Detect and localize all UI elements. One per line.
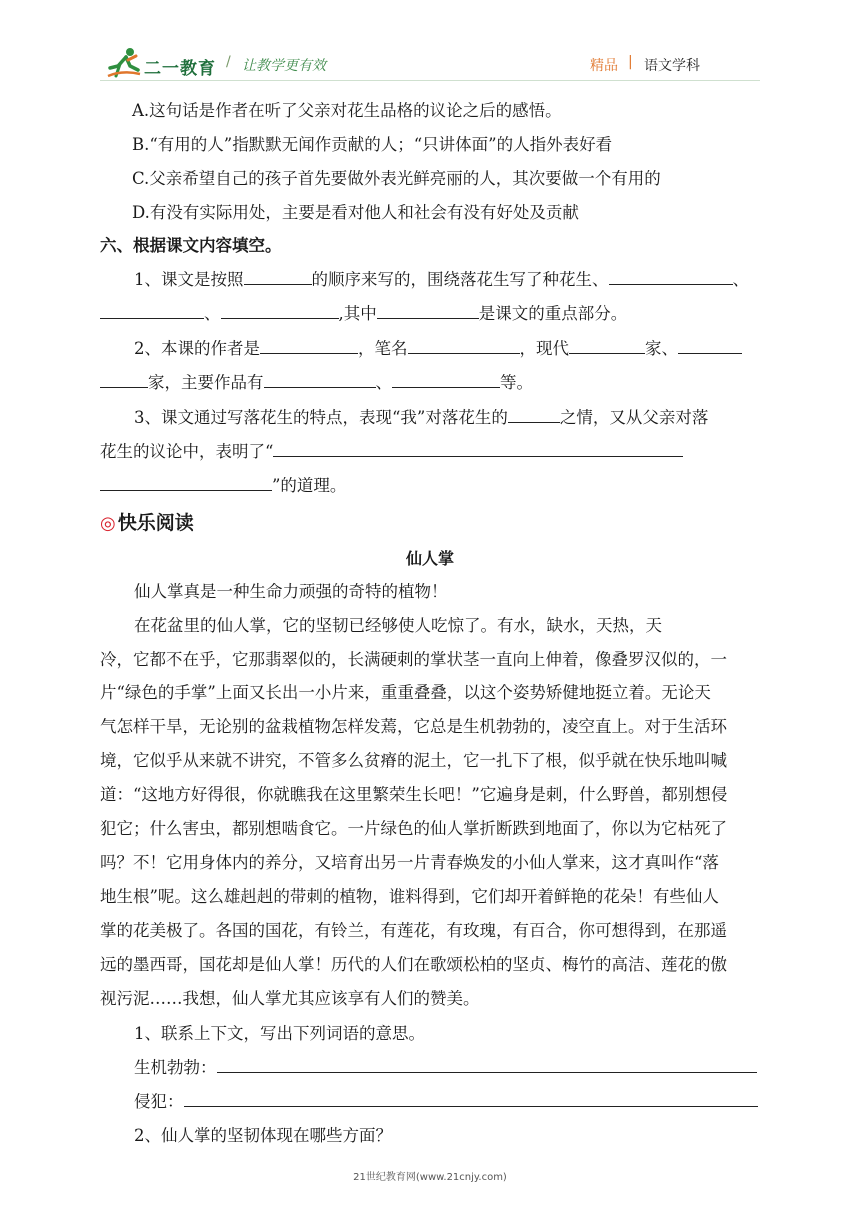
- q2-text-f: 、: [375, 373, 392, 392]
- page-footer: 21世纪教育网(www.21cnjy.com): [353, 1172, 507, 1183]
- option-d: D.有没有实际用处，主要是看对他人和社会有没有好处及贡献: [132, 203, 579, 222]
- passage-line: 犯它；什么害虫，都别想啮食它。一片绿色的仙人掌折断跌到地面了，你以为它枯死了: [100, 819, 727, 838]
- q2-blank-4[interactable]: [678, 339, 742, 354]
- q2-blank-7[interactable]: [392, 373, 500, 388]
- q1-text-a: 1、课文是按照: [134, 270, 244, 289]
- passage-line: 吗？不！它用身体内的养分，又培育出另一片青春焕发的小仙人掌来，这才真叫作“落: [100, 853, 719, 872]
- q1-blank-1[interactable]: [244, 270, 312, 285]
- header-separator: /: [226, 54, 231, 70]
- passage-title: 仙人掌: [405, 549, 454, 568]
- logo-text: 二一教育: [144, 59, 216, 79]
- tag-separator: |: [628, 54, 633, 70]
- fill-question-3: [134, 404, 708, 428]
- q1-blank-3[interactable]: [100, 304, 204, 319]
- reading-section-heading: [100, 508, 194, 535]
- q1-text-d: 、: [204, 304, 221, 323]
- option-b: B.“有用的人”指默默无闻作贡献的人；“只讲体面”的人指外表好看: [132, 135, 613, 154]
- passage-line: 远的墨西哥，国花却是仙人掌！历代的人们在歌颂松柏的坚贞、梅竹的高洁、莲花的傲: [100, 955, 727, 974]
- q2-text-e: 家，主要作品有: [148, 373, 264, 392]
- passage-line: 境，它似乎从来就不讲究，不管多么贫瘠的泥土，它一扎下了根，似乎就在快乐地叫喊: [100, 751, 727, 770]
- fill-question-3-cont: [100, 438, 683, 462]
- q1-text-e: ,其中: [338, 304, 377, 323]
- fill-question-1-cont: [100, 300, 627, 324]
- fill-question-3-end: [100, 472, 346, 496]
- q1-blank-4[interactable]: [221, 304, 339, 319]
- q2-text-d: 家、: [645, 339, 678, 358]
- passage-line: 冷，它都不在乎，它那翡翠似的，长满硬刺的掌状茎一直向上伸着，像叠罗汉似的，一: [100, 650, 727, 669]
- runner-logo-icon: [106, 46, 144, 80]
- q3-blank-3[interactable]: [100, 476, 272, 491]
- page-header: [100, 46, 760, 86]
- q3-text-c: 花生的议论中，表明了“: [100, 442, 274, 461]
- subject-tag: 语文学科: [644, 58, 700, 74]
- q2-blank-3[interactable]: [569, 339, 645, 354]
- term-row-1: [134, 1054, 757, 1078]
- q2-text-c: ，现代: [519, 339, 569, 358]
- q1-text-b: 的顺序来写的，围绕落花生写了种花生、: [311, 270, 609, 289]
- passage-line: 掌的花美极了。各国的国花，有铃兰，有莲花，有玫瑰，有百合，你可想得到，在那遥: [100, 921, 727, 940]
- q2-text-b: ，笔名: [358, 339, 408, 358]
- passage-line: 在花盆里的仙人掌，它的坚韧已经够使人吃惊了。有水，缺水，天热，天: [134, 616, 662, 635]
- header-slogan: 让教学更有效: [242, 58, 326, 74]
- term-answer-line-1[interactable]: [217, 1058, 757, 1073]
- reading-section-title: 快乐阅读: [117, 512, 194, 534]
- circle-mark-icon: ◎: [100, 513, 116, 534]
- fill-question-1: [134, 266, 749, 290]
- option-c: C.父亲希望自己的孩子首先要做外表光鲜亮丽的人，其次要做一个有用的: [132, 169, 661, 188]
- q2-blank-1[interactable]: [260, 339, 358, 354]
- q3-text-d: ”的道理。: [272, 476, 347, 495]
- q1-blank-2[interactable]: [609, 270, 733, 285]
- header-divider: [100, 80, 760, 81]
- q3-text-b: 之情，又从父亲对落: [559, 408, 709, 427]
- q1-text-c: 、: [732, 270, 749, 289]
- passage-line: 片“绿色的手掌”上面又长出一小片来，重重叠叠，以这个姿势矫健地挺立着。无论天: [100, 683, 711, 702]
- option-a: A.这句话是作者在听了父亲对花生品格的议论之后的感悟。: [132, 101, 562, 120]
- term-answer-line-2[interactable]: [184, 1092, 758, 1107]
- section-6-heading: 六、根据课文内容填空。: [100, 236, 282, 255]
- q2-text-g: 等。: [500, 373, 533, 392]
- q2-blank-5[interactable]: [100, 373, 148, 388]
- q2-blank-6[interactable]: [264, 373, 376, 388]
- passage-line: 视污泥……我想，仙人掌尤其应该享有人们的赞美。: [100, 989, 480, 1008]
- q3-text-a: 3、课文通过写落花生的特点，表现“我”对落花生的: [134, 408, 508, 427]
- quality-tag: 精品: [590, 58, 618, 74]
- reading-question-1: 1、联系上下文，写出下列词语的意思。: [134, 1024, 425, 1043]
- fill-question-2: [134, 335, 742, 359]
- q3-blank-2[interactable]: [273, 442, 683, 457]
- fill-question-2-cont: [100, 369, 533, 393]
- reading-question-2: 2、仙人掌的坚韧体现在哪些方面？: [134, 1126, 392, 1145]
- passage-line: 仙人掌真是一种生命力顽强的奇特的植物！: [134, 582, 448, 601]
- q2-text-a: 2、本课的作者是: [134, 339, 260, 358]
- q3-blank-1[interactable]: [508, 408, 560, 423]
- passage-line: 地生根”呢。这么雄赳赳的带刺的植物，谁料得到，它们却开着鲜艳的花朵！有些仙人: [100, 887, 719, 906]
- passage-line: 气怎样干旱，无论别的盆栽植物怎样发蔫，它总是生机勃勃的，凌空直上。对于生活环: [100, 717, 727, 736]
- term-label-2: 侵犯：: [134, 1092, 184, 1111]
- passage-line: 道：“这地方好得很，你就瞧我在这里繁荣生长吧！”它遍身是刺，什么野兽，都别想侵: [100, 785, 728, 804]
- term-row-2: [134, 1088, 758, 1112]
- q1-text-f: 是课文的重点部分。: [478, 304, 628, 323]
- q1-blank-5[interactable]: [377, 304, 479, 319]
- q2-blank-2[interactable]: [408, 339, 520, 354]
- term-label-1: 生机勃勃：: [134, 1058, 217, 1077]
